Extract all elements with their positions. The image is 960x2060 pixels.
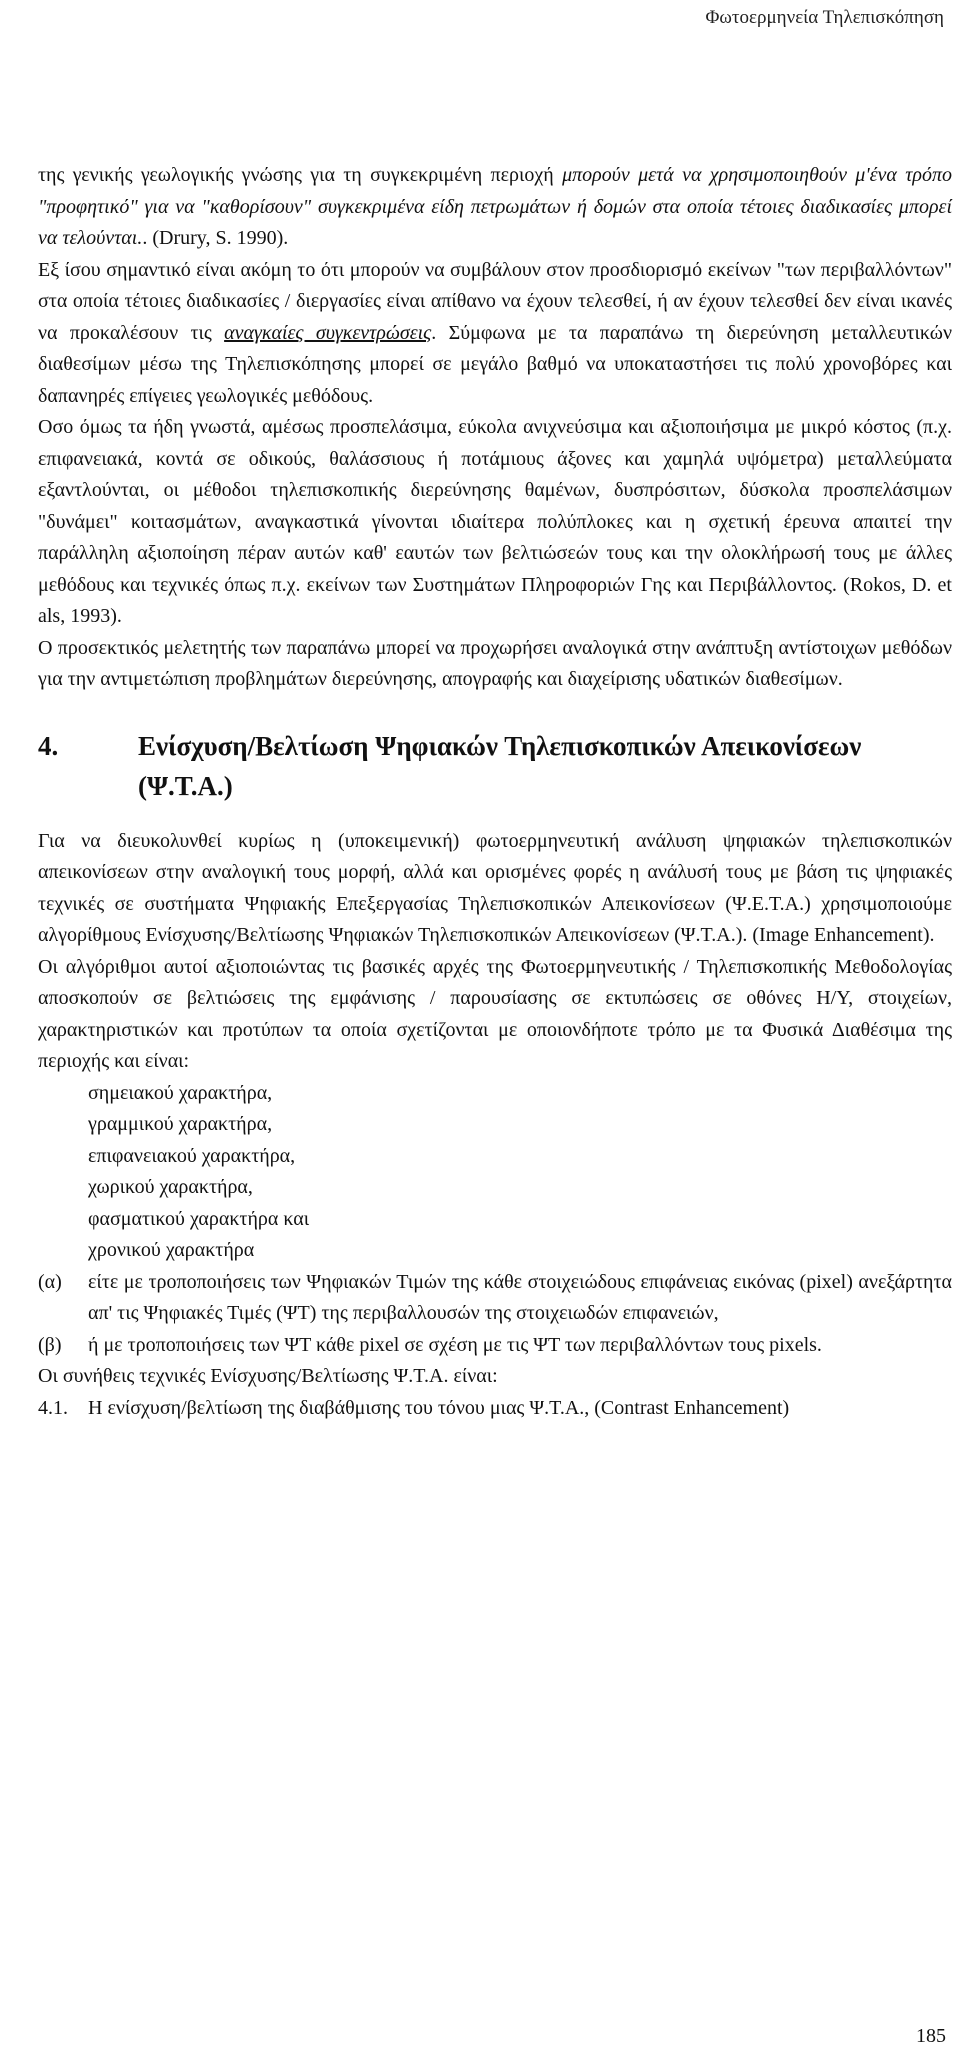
section-number: 4.	[38, 730, 59, 761]
item-marker: (α)	[38, 1270, 62, 1293]
paragraph-1	[38, 160, 952, 255]
subsection-text: Η ενίσχυση/βελτίωση της διαβάθμισης του τόνου μιας Ψ.Τ.Α., (Contrast Enhancement)	[88, 1396, 790, 1419]
item-marker: (β)	[38, 1333, 62, 1356]
subsection-item	[38, 1393, 952, 1425]
page-number: 185	[916, 2024, 946, 2047]
item-text: ή με τροποποιήσεις των ΨΤ κάθε pixel σε σχέση με τις ΨΤ των περιβαλλόντων τους pixels.	[88, 1333, 822, 1356]
p2-text-a: Εξ ίσου σημαντικό είναι ακόμη το ότι μπορούν να συμβάλουν στον προσδιορισμό εκείνων "των περιβαλλόντων" στα οποία τέτοιες διαδικασίες / διεργασίες είναι απίθανο να έχουν τελεσθεί, ή αν έχουν τελεσθεί δεν είναι ικανές να προκαλέσουν τις	[38, 258, 952, 344]
p2-text-c: . Σύμφωνα με τα παραπάνω τη διερεύνηση μεταλλευτικών διαθεσίμων μέσω της Τηλεπισκόπησης μπορεί σε μεγάλο βαθμό να υποκαταστήσει τις πολύ χρονοβόρες και δαπανηρές επίγειες γεωλογικές μεθόδους.	[38, 321, 953, 407]
list-item: χωρικού χαρακτήρα,	[88, 1176, 253, 1198]
document-body	[38, 160, 952, 1424]
paragraph-6: Οι αλγόριθμοι αυτοί αξιοποιώντας τις βασικές αρχές της Φωτοερμηνευτικής / Τηλεπισκοπικής Μεθοδολογίας αποσκοπούν σε βελτιώσεις της εμφάνισης / παρουσίασης σε εκτυπώσεις σε οθόνες Η/Υ, στοιχείων, χαρακτηριστικών και προτύπων τα οποία σχετίζονται με οποιονδήποτε τρόπο με τα Φυσικά Διαθέσιμα της περιοχής και είναι:	[38, 955, 952, 1072]
paragraph-5: Για να διευκολυνθεί κυρίως η (υποκειμενική) φωτοερμηνευτική ανάλυση ψηφιακών τηλεπισκοπικών απεικονίσεων στην αναλογική τους μορφή, αλλά και ορισμένες φορές η ανάλυσή τους με βάση τις ψηφιακές τεχνικές σε συστήματα Ψηφιακής Επεξεργασίας Τηλεπισκοπικών Απεικονίσεων (Ψ.Ε.Τ.Α.) χρησιμοποιούμε αλγορίθμους Ενίσχυσης/Βελτίωσης Ψηφιακών Τηλεπισκοπικών Απεικονίσεων (Ψ.Τ.Α.). (Image Enhancement).	[38, 829, 952, 946]
p1-text-italic: μπορούν μετά να χρησιμοποιηθούν μ'ένα τρόπο "προφητικό" για να "καθορίσουν" συγκεκριμένα είδη πετρωμάτων ή δομών στα οποία τέτοιες διαδικασίες μπορεί να τελούνται.	[38, 164, 952, 249]
list-item: γραμμικού χαρακτήρα,	[88, 1113, 273, 1135]
list-item: χρονικού χαρακτήρα	[88, 1239, 255, 1261]
paragraph-7: Οι συνήθεις τεχνικές Ενίσχυσης/Βελτίωσης Ψ.Τ.Α. είναι:	[38, 1365, 498, 1387]
character-list	[38, 1078, 952, 1267]
section-title: Ενίσχυση/Βελτίωση Ψηφιακών Τηλεπισκοπικών Απεικονίσεων (Ψ.Τ.Α.)	[138, 730, 862, 801]
item-text: είτε με τροποποιήσεις των Ψηφιακών Τιμών της κάθε στοιχειώδους επιφάνειας εικόνας (pixel) ανεξάρτητα απ' τις Ψηφιακές Τιμές (ΨΤ) της περιβαλλουσών της στοιχειωδών επιφανειών,	[88, 1270, 952, 1324]
paragraph-3: Οσο όμως τα ήδη γνωστά, αμέσως προσπελάσιμα, εύκολα ανιχνεύσιμα και αξιοποιήσιμα με μικρό κόστος (π.χ. επιφανειακά, κοντά σε οδικούς, θαλάσσιους ή ποτάμιους άξονες και χαμηλά υψόμετρα) μεταλλεύματα εξαντλούνται, οι μέθοδοι τηλεπισκοπικής διερεύνησης θαμένων, δυσπρόσιτων, δύσκολα προσπελάσιμων "δυνάμει" κοιτασμάτων, αναγκαστικά γίνονται ιδιαίτερα πολύπλοκες και η σχετική έρευνα απαιτεί την παράλληλη αξιοποίηση πέραν αυτών καθ' εαυτών των βελτιώσεών τους και την ολοκλήρωσή τους με άλλες μεθόδους και τεχνικές όπως π.χ. εκείνων των Συστημάτων Πληροφοριών Γης και Περιβάλλοντος. (Rokos, D. et als, 1993).	[38, 416, 952, 627]
p2-underlined-text: αναγκαίες συγκεντρώσεις	[224, 321, 432, 344]
enumerated-item	[38, 1267, 952, 1330]
list-item: φασματικού χαρακτήρα και	[88, 1207, 310, 1230]
list-item: σημειακού χαρακτήρα,	[88, 1081, 273, 1104]
p1-citation: . (Drury, S. 1990).	[142, 227, 289, 249]
page-header: Φωτοερμηνεία Τηλεπισκόπηση	[705, 7, 944, 28]
subsection-number: 4.1.	[38, 1396, 68, 1419]
section-heading	[38, 726, 952, 806]
paragraph-2	[38, 255, 952, 413]
enumerated-item	[38, 1330, 952, 1362]
paragraph-4: Ο προσεκτικός μελετητής των παραπάνω μπορεί να προχωρήσει αναλογικά στην ανάπτυξη αντίστοιχων μεθόδων για την αντιμετώπιση προβλημάτων διερεύνησης, απογραφής και διαχείρισης υδατικών διαθεσίμων.	[38, 636, 952, 690]
list-item: επιφανειακού χαρακτήρα,	[88, 1144, 296, 1167]
p1-text-a: της γενικής γεωλογικής γνώσης για τη συγκεκριμένη περιοχή	[38, 164, 563, 186]
